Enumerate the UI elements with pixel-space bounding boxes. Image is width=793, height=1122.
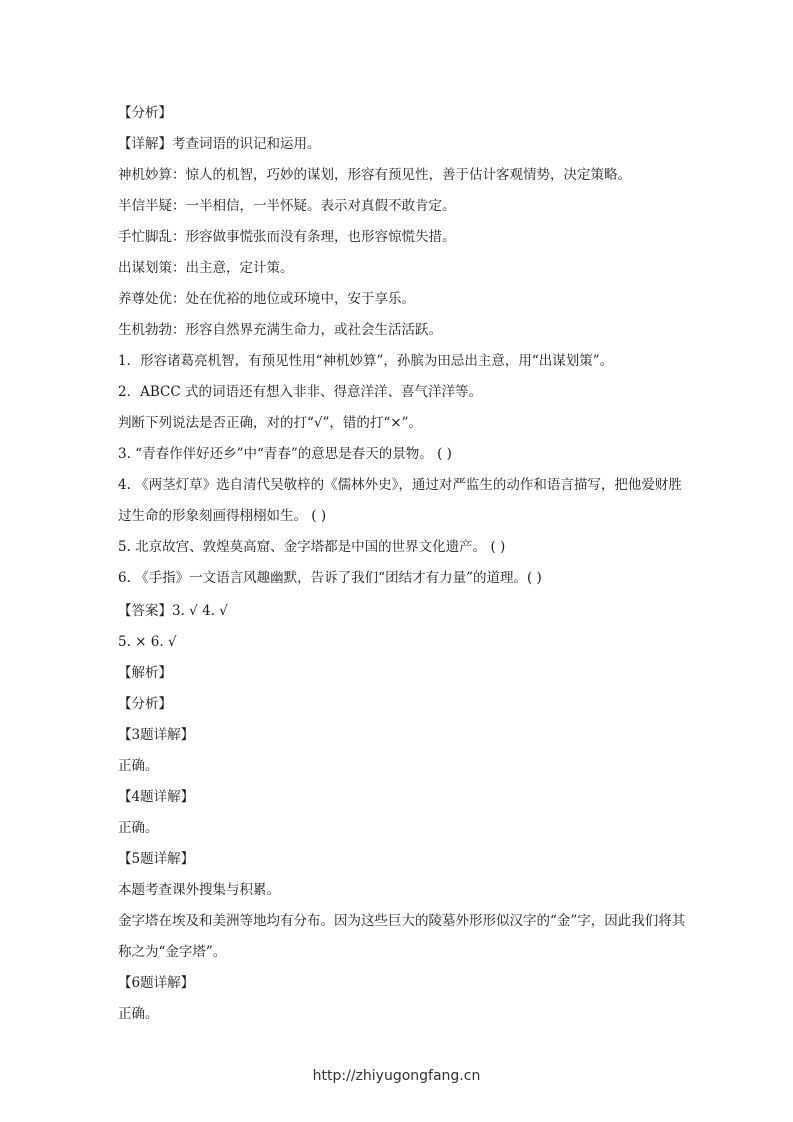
explanation-text: 正确。 <box>118 820 159 836</box>
explanation-text: 正确。 <box>118 758 159 774</box>
definition-line: 半信半疑：一半相信，一半怀疑。表示对真假不敢肯定。 <box>118 198 456 214</box>
answer-explanation-line: 1．形容诸葛亮机智，有预见性用“神机妙算”，孙膑为田忌出主意，用“出谋划策”。 <box>118 353 614 369</box>
section-heading-explanation: 【详解】考查词语的识记和运用。 <box>118 136 321 152</box>
definition-line: 养尊处优：处在优裕的地位或环境中，安于享乐。 <box>118 291 415 307</box>
section-heading-analysis: 【分析】 <box>118 105 172 121</box>
definition-line: 出谋划策：出主意，定计策。 <box>118 260 294 276</box>
explanation-text: 金字塔在埃及和美洲等地均有分布。因为这些巨大的陵墓外形形似汉字的“金”字，因此我们将其称之为“金字塔”。 <box>118 913 686 960</box>
answer-line: 【答案】3. √ 4. √ <box>118 603 228 619</box>
answer-explanation-line: 2．ABCC 式的词语还有想入非非、得意洋洋、喜气洋洋等。 <box>118 384 482 400</box>
explanation-text: 本题考查课外搜集与积累。 <box>118 882 280 898</box>
explanation-text: 正确。 <box>118 1006 159 1022</box>
question-item: 5. 北京故宫、敦煌莫高窟、金字塔都是中国的世界文化遗产。 ( ) <box>118 539 506 555</box>
question-item: 3. “青春作伴好还乡”中“青春”的意思是春天的景物。 ( ) <box>118 446 452 462</box>
footer-url[interactable]: http://zhiyugongfang.cn <box>312 1068 481 1084</box>
sub-question-heading: 【5题详解】 <box>118 851 195 867</box>
definition-line: 生机勃勃：形容自然界充满生命力，或社会生活活跃。 <box>118 322 442 338</box>
question-item: 4. 《两茎灯草》选自清代吴敬梓的《儒林外史》，通过对严监生的动作和语言描写，把他爱财胜过生命的形象刻画得栩栩如生。 ( ) <box>118 477 682 524</box>
sub-question-heading: 【6题详解】 <box>118 975 195 991</box>
section-heading-analysis: 【解析】 <box>118 665 172 681</box>
section-heading-analysis: 【分析】 <box>118 696 172 712</box>
definition-line: 手忙脚乱：形容做事慌张而没有条理，也形容惊慌失措。 <box>118 229 456 245</box>
sub-question-heading: 【4题详解】 <box>118 789 195 805</box>
question-instruction: 判断下列说法是否正确，对的打“√”，错的打“×”。 <box>118 415 423 431</box>
question-item: 6. 《手指》一文语言风趣幽默，告诉了我们“团结才有力量”的道理。( ) <box>118 570 542 586</box>
sub-question-heading: 【3题详解】 <box>118 727 195 743</box>
definition-line: 神机妙算：惊人的机智，巧妙的谋划，形容有预见性，善于估计客观情势，决定策略。 <box>118 167 631 183</box>
answer-line: 5. × 6. √ <box>118 634 177 650</box>
